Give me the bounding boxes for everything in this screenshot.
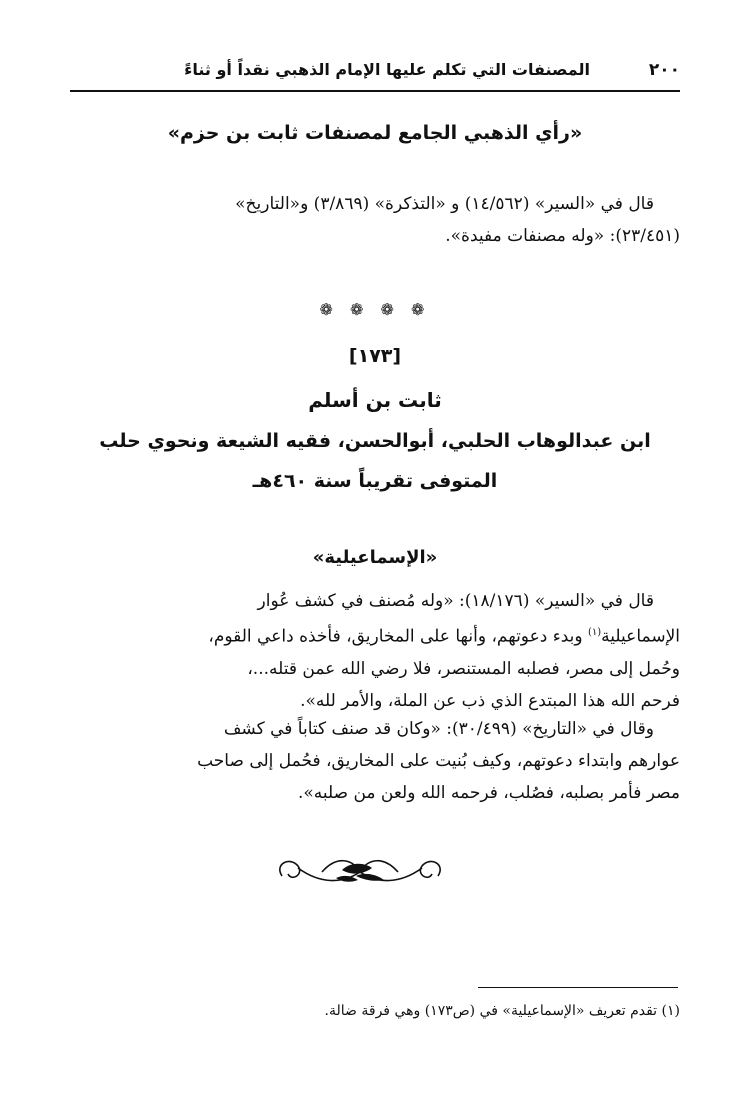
paragraph-tarikh [70, 713, 680, 809]
text-line: فرحم الله هذا المبتدع الذي ذب عن الملة، والأمر لله». [300, 690, 680, 711]
entry-description: ابن عبدالوهاب الحلبي، أبوالحسن، فقيه الشيعة ونحوي حلب [99, 430, 651, 452]
running-header [70, 60, 680, 86]
text-fragment: الإسماعيلية [601, 626, 680, 647]
text-line: مصر فأمر بصلبه، فصُلب، فرحمه الله ولعن من صلبه». [297, 783, 680, 803]
section-title-ibn-hazm: «رأي الذهبي الجامع لمصنفات ثابت بن حزم» [167, 122, 583, 144]
text-line: وقال في «التاريخ» (٣٠/٤٩٩): «وكان قد صنف كتاباً في كشف [223, 719, 654, 739]
text-line: قال في «السير» (١٤/٥٦٢) و «التذكرة» (٣/٨٦٩) و«التاريخ» [235, 194, 654, 214]
entry-number: [١٧٣] [348, 345, 402, 367]
entry-name: ثابت بن أسلم [308, 388, 442, 412]
footnote-rule [478, 987, 678, 988]
text-line: عوارهم وابتداء دعوتهم، وكيف بُنيت على المخاريق، فحُمل إلى صاحب [197, 751, 680, 771]
decorative-ornament-icon [272, 850, 448, 896]
text-fragment: وبدء دعوتهم، وأنها على المخاريق، فأخذه داعي القوم، [208, 626, 588, 647]
running-title: المصنفات التي تكلم عليها الإمام الذهبي نقداً أو ثناءً [184, 60, 590, 79]
footnote-marker: (١) [587, 627, 602, 638]
text-line: قال في «السير» (١٨/١٧٦): «وله مُصنف في كشف عُوار [257, 591, 654, 611]
page-number: ٢٠٠ [648, 60, 680, 80]
paragraph-siyar [70, 585, 680, 717]
paragraph-ibn-hazm [70, 188, 680, 252]
entry-death-date: المتوفى تقريباً سنة ٤٦٠هـ [252, 470, 498, 492]
text-line [70, 617, 680, 653]
section-title-ismailiyya: «الإسماعيلية» [312, 547, 438, 568]
section-separator: ❁ ❁ ❁ ❁ [319, 300, 431, 319]
text-line: وحُمل إلى مصر، فصلبه المستنصر، فلا رضي الله عمن قتله...، [247, 658, 680, 679]
header-rule [70, 90, 680, 92]
footnote: (١) تقدم تعريف «الإسماعيلية» في (ص١٧٣) وهي فرقة ضالة. [324, 1003, 680, 1019]
text-line: (٢٣/٤٥١): «وله مصنفات مفيدة». [445, 226, 680, 246]
